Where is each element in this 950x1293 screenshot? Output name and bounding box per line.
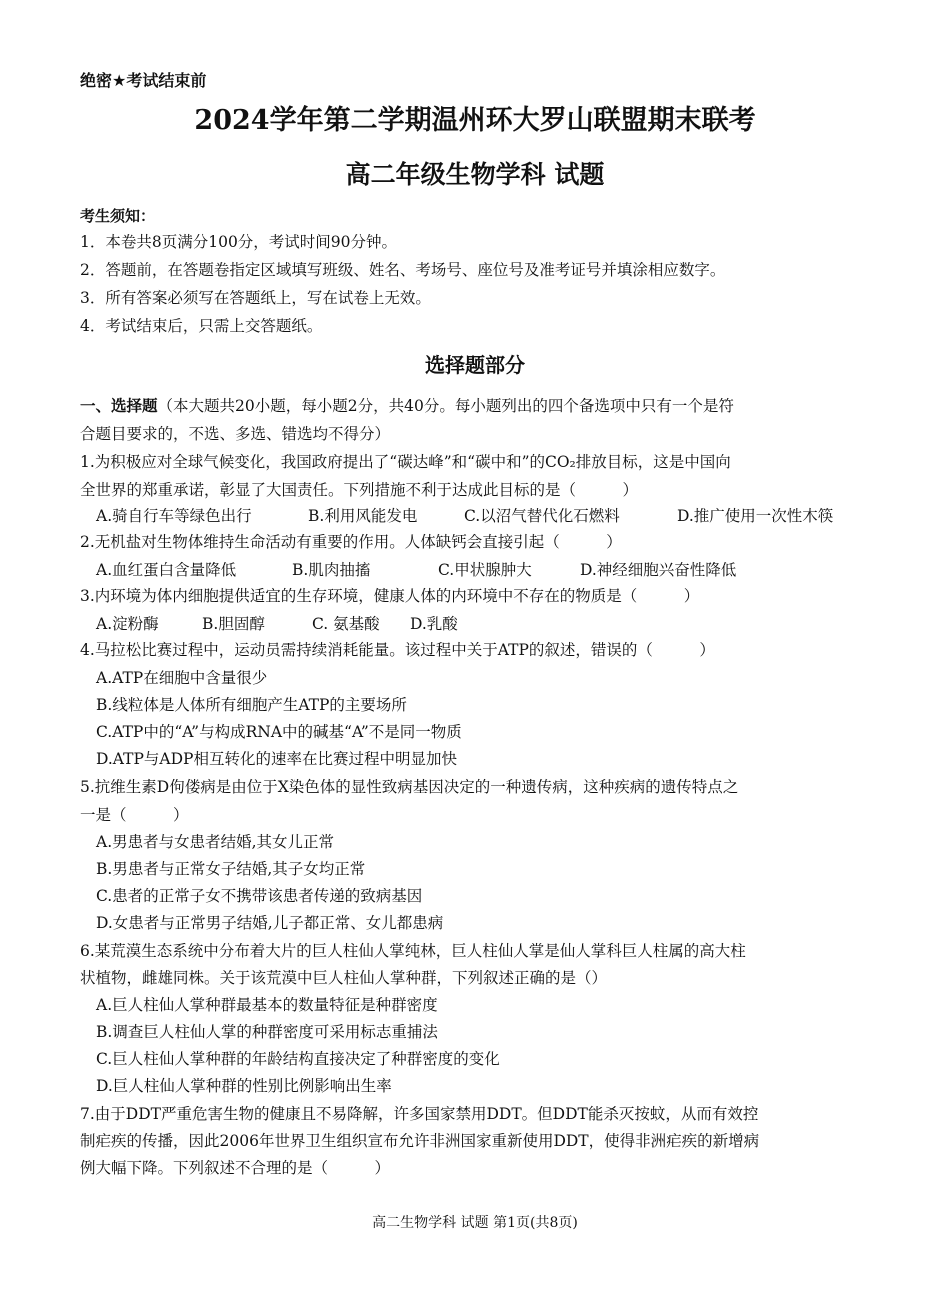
option-a: A.ATP在细胞中含量很少 (96, 669, 268, 687)
option-a: A.淀粉酶 (96, 615, 159, 633)
option-d: D.ATP与ADP相互转化的速率在比赛过程中明显加快 (96, 750, 457, 768)
option-c: C. 氨基酸 (312, 615, 380, 633)
option-b: B.调查巨人柱仙人掌的种群密度可采用标志重捕法 (96, 1023, 438, 1041)
option-d: D.乳酸 (410, 615, 458, 633)
question-1-line1: 1.为积极应对全球气候变化，我国政府提出了“碳达峰”和“碳中和”的CO₂排放目标，这是中国向 (80, 453, 731, 471)
page-footer: 高二生物学科 试题 第1页(共8页) (372, 1215, 578, 1231)
option-c: C.患者的正常子女不携带该患者传递的致病基因 (96, 887, 423, 905)
notice-item: 4．考试结束后，只需上交答题纸。 (80, 317, 323, 335)
question-7-line2: 制疟疾的传播，因此2006年世界卫生组织宣布允许非洲国家重新使用DDT，使得非洲疟疾的新增病 (80, 1132, 760, 1150)
option-b: B.胆固醇 (202, 615, 265, 633)
question-5-line1: 5.抗维生素D佝偻病是由位于X染色体的显性致病基因决定的一种遗传病，这种疾病的遗传特点之 (80, 778, 739, 796)
question-1-line2: 全世界的郑重承诺，彰显了大国责任。下列措施不利于达成此目标的是（ ） (80, 481, 639, 499)
option-a: A.骑自行车等绿色出行 (96, 507, 252, 525)
secret-label: 绝密★考试结束前 (80, 71, 207, 90)
question-2-line1: 2.无机盐对生物体维持生命活动有重要的作用。人体缺钙会直接引起（ ） (80, 533, 622, 551)
part-label: 一、选择题 (80, 397, 158, 415)
option-c: C.巨人柱仙人掌种群的年龄结构直接决定了种群密度的变化 (96, 1050, 500, 1068)
section-title: 选择题部分 (425, 353, 525, 377)
question-3-line1: 3.内环境为体内细胞提供适宜的生存环境，健康人体的内环境中不存在的物质是（ ） (80, 587, 700, 605)
option-d: D.巨人柱仙人掌种群的性别比例影响出生率 (96, 1077, 392, 1095)
option-c: C.甲状腺肿大 (438, 561, 532, 579)
part-instructions (80, 395, 880, 417)
question-6-line1: 6.某荒漠生态系统中分布着大片的巨人柱仙人掌纯林，巨人柱仙人掌是仙人掌科巨人柱属的高大柱 (80, 942, 746, 960)
question-6-line2: 状植物，雌雄同株。关于该荒漠中巨人柱仙人掌种群，下列叙述正确的是（） (80, 969, 608, 987)
notice-item: 1．本卷共8页满分100分，考试时间90分钟。 (80, 233, 398, 251)
question-5-line2: 一是（ ） (80, 806, 189, 824)
question-7-line1: 7.由于DDT严重危害生物的健康且不易降解，许多国家禁用DDT。但DDT能杀灭按蚊，从而有效控 (80, 1105, 759, 1123)
option-d: D.女患者与正常男子结婚,儿子都正常、女儿都患病 (96, 914, 444, 932)
option-d: D.推广使用一次性木筷 (677, 507, 834, 525)
notice-item: 2．答题前，在答题卷指定区域填写班级、姓名、考场号、座位号及准考证号并填涂相应数字。 (80, 261, 726, 279)
option-c: C.以沼气替代化石燃料 (464, 507, 620, 525)
option-a: A.血红蛋白含量降低 (96, 561, 237, 579)
option-b: B.线粒体是人体所有细胞产生ATP的主要场所 (96, 696, 407, 714)
option-d: D.神经细胞兴奋性降低 (580, 561, 737, 579)
question-4-line1: 4.马拉松比赛过程中，运动员需持续消耗能量。该过程中关于ATP的叙述，错误的（ ） (80, 641, 715, 659)
part-desc-line2: 合题目要求的，不选、多选、错选均不得分） (80, 425, 391, 443)
notice-heading: 考生须知： (80, 207, 156, 225)
option-a: A.男患者与女患者结婚,其女儿正常 (96, 833, 335, 851)
option-b: B.利用风能发电 (308, 507, 418, 525)
exam-title: 2024学年第二学期温州环大罗山联盟期末联考 (194, 105, 756, 136)
option-a: A.巨人柱仙人掌种群最基本的数量特征是种群密度 (96, 996, 438, 1014)
option-b: B.男患者与正常女子结婚,其子女均正常 (96, 860, 366, 878)
option-b: B.肌肉抽搐 (292, 561, 371, 579)
question-3-options (96, 613, 896, 635)
option-c: C.ATP中的“A”与构成RNA中的碱基“A”不是同一物质 (96, 723, 462, 741)
exam-subtitle: 高二年级生物学科 试题 (345, 160, 605, 189)
part-desc-line1: （本大题共20小题，每小题2分，共40分。每小题列出的四个备选项中只有一个是符 (157, 397, 734, 415)
notice-item: 3．所有答案必须写在答题纸上，写在试卷上无效。 (80, 289, 431, 307)
question-2-options (96, 559, 896, 581)
question-7-line3: 例大幅下降。下列叙述不合理的是（ ） (80, 1159, 391, 1177)
question-1-options (96, 505, 896, 527)
